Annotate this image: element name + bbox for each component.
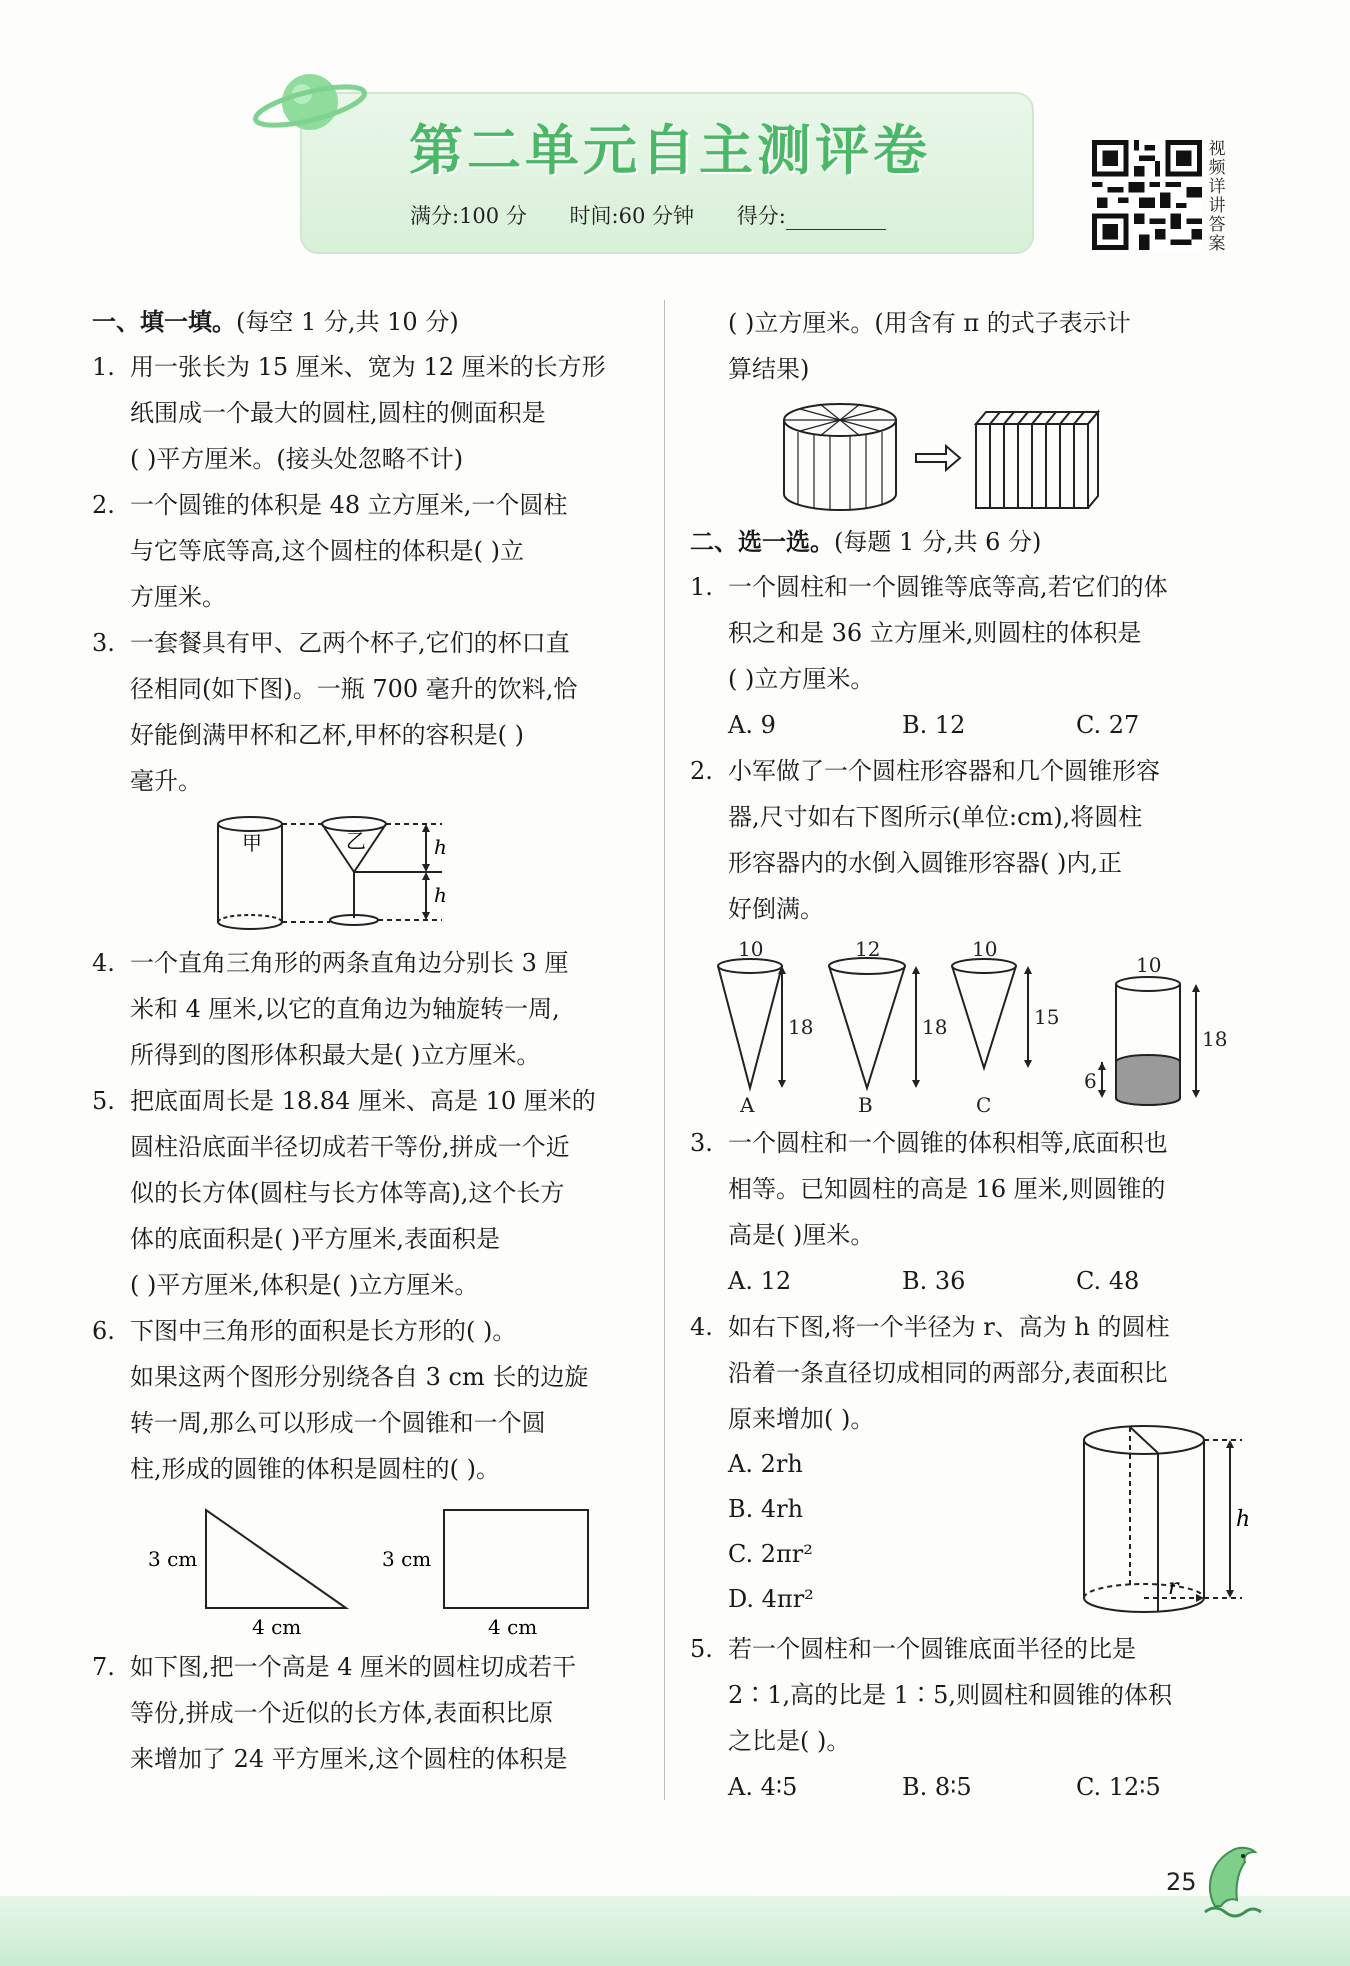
- question-1-3: 3. 一套餐具有甲、乙两个杯子,它们的杯口直 径相同(如下图)。一瓶 700 毫升的饮料,恰 好能倒满甲杯和乙杯,甲杯的容积是( ) 毫升。: [92, 629, 578, 795]
- option-b[interactable]: B. 4rh: [728, 1495, 804, 1523]
- question-2-3-options: [690, 1258, 1250, 1304]
- question-2-4: 4. 如右下图,将一个半径为 r、高为 h 的圆柱 沿着一条直径切成相同的两部分,表面积比 原来增加( )。: [690, 1313, 1170, 1433]
- cylinder-r-label: r: [1168, 1575, 1179, 1600]
- height-label-top: h: [434, 835, 447, 859]
- question-1-5: 5. 把底面周长是 18.84 厘米、高是 10 厘米的 圆柱沿底面半径切成若干等份,拼成一个近 似的长方体(圆柱与长方体等高),这个长方 体的底面积是( )平方厘米,表面积是 ( )平方厘米,体积是( )立方厘米。: [92, 1087, 596, 1299]
- cone-a-height: 18: [788, 1015, 814, 1039]
- cone-a-diameter: 10: [738, 938, 764, 961]
- question-2-2: 2. 小军做了一个圆柱形容器和几个圆锥形容 器,尺寸如右下图所示(单位:cm),将圆柱 形容器内的水倒入圆锥形容器( )内,正 好倒满。: [690, 757, 1160, 923]
- qr-code-icon[interactable]: [1092, 140, 1202, 250]
- water-height: 6: [1084, 1069, 1097, 1093]
- exam-meta: [410, 200, 930, 230]
- cylinder-h-label: h: [1236, 1507, 1250, 1532]
- question-1-4: 4. 一个直角三角形的两条直角边分别长 3 厘 米和 4 厘米,以它的直角边为轴旋转一周, 所得到的图形体积最大是( )立方厘米。: [92, 949, 569, 1069]
- question-2-1-options: [690, 702, 1250, 748]
- question-2-1: 1. 一个圆柱和一个圆锥等底等高,若它们的体 积之和是 36 立方厘米,则圆柱的体积是 ( )立方厘米。: [690, 573, 1168, 693]
- option-a[interactable]: A. 9: [728, 711, 776, 739]
- time-limit: 时间:60 分钟: [569, 204, 695, 228]
- full-score: 满分:100 分: [410, 204, 527, 228]
- page-number: 25: [1166, 1868, 1197, 1896]
- planet-icon: [252, 60, 372, 140]
- section-1-title: 一、填一填。(每空 1 分,共 10 分): [92, 308, 459, 336]
- option-b[interactable]: B. 36: [902, 1267, 966, 1295]
- page-title: 第二单元自主测评卷: [409, 119, 931, 182]
- right-column: [690, 300, 1250, 1810]
- question-2-5: 5. 若一个圆柱和一个圆锥底面半径的比是 2∶1,高的比是 1∶5,则圆柱和圆锥的体积 之比是( )。: [690, 1635, 1172, 1755]
- rectangle-base-label: 4 cm: [488, 1615, 538, 1638]
- column-divider: [664, 300, 665, 1800]
- footer-band: [0, 1896, 1350, 1966]
- option-c[interactable]: C. 48: [1076, 1267, 1140, 1295]
- cylinder-diameter: 10: [1136, 953, 1162, 977]
- score-label: 得分:: [737, 204, 886, 228]
- option-c[interactable]: C. 12∶5: [1076, 1773, 1161, 1801]
- question-1-6: 6. 下图中三角形的面积是长方形的( )。 如果这两个图形分别绕各自 3 cm 长的边旋 转一周,那么可以形成一个圆锥和一个圆 柱,形成的圆锥的体积是圆柱的( )。: [92, 1317, 589, 1483]
- rectangle-height-label: 3 cm: [382, 1547, 432, 1571]
- option-a[interactable]: A. 2rh: [728, 1450, 803, 1478]
- height-label-bottom: h: [434, 883, 447, 907]
- qr-caption: 视 频 详 讲 答 案: [1208, 139, 1226, 254]
- option-c[interactable]: C. 2πr²: [728, 1540, 813, 1568]
- question-2-5-options: [690, 1764, 1250, 1810]
- cylinder-height: 18: [1202, 1027, 1228, 1051]
- option-c[interactable]: C. 27: [1076, 711, 1140, 739]
- question-1-1: 1. 用一张长为 15 厘米、宽为 12 厘米的长方形 纸围成一个最大的圆柱,圆柱的侧面积是 ( )平方厘米。(接头处忽略不计): [92, 353, 606, 473]
- cones-cylinder-figure: [690, 938, 1250, 1114]
- cone-b-label: B: [858, 1093, 873, 1114]
- left-column: [92, 300, 642, 1782]
- cup-a-label: 甲: [242, 831, 262, 855]
- triangle-rectangle-figure: [92, 1498, 642, 1638]
- cone-b-height: 18: [922, 1015, 948, 1039]
- option-a[interactable]: A. 4∶5: [728, 1773, 798, 1801]
- option-a[interactable]: A. 12: [728, 1267, 792, 1295]
- cup-b-label: 乙: [346, 829, 366, 853]
- triangle-height-label: 3 cm: [148, 1547, 198, 1571]
- option-d[interactable]: D. 4πr²: [728, 1585, 814, 1613]
- cone-c-label: C: [976, 1093, 992, 1114]
- section-2-title: 二、选一选。(每题 1 分,共 6 分): [690, 528, 1042, 556]
- question-1-2: 2. 一个圆锥的体积是 48 立方厘米,一个圆柱 与它等底等高,这个圆柱的体积是( )立 方厘米。: [92, 491, 568, 611]
- dolphin-icon: [1195, 1840, 1265, 1920]
- cone-b-diameter: 12: [855, 938, 881, 961]
- option-b[interactable]: B. 12: [902, 711, 966, 739]
- question-2-3: 3. 一个圆柱和一个圆锥的体积相等,底面积也 相等。已知圆柱的高是 16 厘米,则圆锥的 高是( )厘米。: [690, 1129, 1168, 1249]
- cone-c-height: 15: [1034, 1005, 1060, 1029]
- cone-a-label: A: [740, 1093, 755, 1114]
- question-2-4-options-area: [690, 1442, 1250, 1626]
- cylinder-to-cuboid-figure: [690, 398, 1250, 514]
- cups-figure: [92, 810, 642, 934]
- option-b[interactable]: B. 8∶5: [902, 1773, 972, 1801]
- cone-c-diameter: 10: [972, 938, 998, 961]
- triangle-base-label: 4 cm: [252, 1615, 302, 1638]
- question-1-7: 7. 如下图,把一个高是 4 厘米的圆柱切成若干 等份,拼成一个近似的长方体,表面积比原 来增加了 24 平方厘米,这个圆柱的体积是: [92, 1653, 577, 1773]
- question-1-7-continued: ( )立方厘米。(用含有 π 的式子表示计 算结果): [728, 309, 1131, 383]
- cut-cylinder-figure: [1070, 1418, 1250, 1624]
